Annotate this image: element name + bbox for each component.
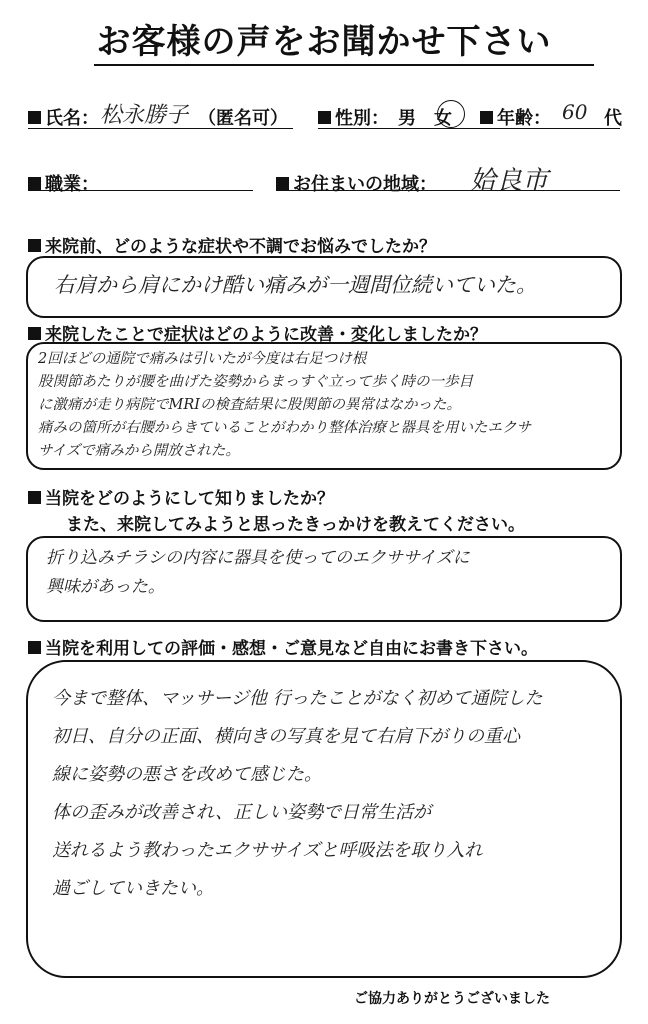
answer-box-3 <box>26 536 622 622</box>
answer-1-text: 右肩から肩にかけ酷い痛みが一週間位続いていた。 <box>54 273 537 297</box>
question-3-label: 当院をどのようにして知りましたか？ <box>28 484 334 509</box>
anonymous-note: （匿名可） <box>198 108 288 129</box>
area-underline <box>276 190 620 191</box>
title-underline <box>94 64 594 66</box>
name-value: 松永勝子 <box>100 103 189 128</box>
gender-options: 男 女 <box>398 108 452 129</box>
answer-4-text: 今まで整体、マッサージ他 行ったことがなく初めて通院した 初日、自分の正面、横向きの写真を見て右肩下がりの重心 線に姿勢の悪さを改めて感じた。 体の歪みが改善され、正しい姿勢で日常生活が 送れるよう教わったエクササイズと呼吸法を取り入れ 過ごしていきたい。 <box>52 688 543 899</box>
form-title: お客様の声をお聞かせ下さい <box>96 22 552 62</box>
bullet-square-icon <box>28 177 41 190</box>
question-2-label: 来院したことで症状はどのように改善・変化しましたか？ <box>28 320 487 345</box>
answer-box-2 <box>26 342 622 470</box>
occupation-underline <box>28 190 253 191</box>
age-label: 年齢： <box>480 104 551 130</box>
answer-box-1 <box>26 256 622 318</box>
gender-selected-circle <box>437 100 465 128</box>
bullet-square-icon <box>276 177 289 190</box>
answer-3-text: 折り込みチラシの内容に器具を使ってのエクササイズに 興味があった。 <box>46 548 470 597</box>
footer-thanks: ご協力ありがとうございました <box>354 991 550 1007</box>
bullet-square-icon <box>318 111 331 124</box>
area-value: 姶良市 <box>470 166 549 196</box>
answer-box-4 <box>26 660 622 978</box>
question-4-label: 当院を利用しての評価・感想・ご意見など自由にお書き下さい。 <box>28 634 538 659</box>
answer-2-text: 2回ほどの通院で痛みは引いたが今度は右足つけ根 股関節あたりが腰を曲げた姿勢からまっすぐ立って歩く時の一歩目 に激痛が走り病院でMRIの検査結果に股関節の異常はなかった。 痛みの箇所が右腰からきていることがわかり整体治療と器具を用いたエクサ サイズで痛みから開放された。 <box>38 351 531 459</box>
bullet-square-icon <box>28 239 41 252</box>
bullet-square-icon <box>28 111 41 124</box>
occupation-label: 職業： <box>28 170 99 196</box>
bullet-square-icon <box>28 491 41 504</box>
question-3-sublabel: また、来院してみようと思ったきっかけを教えてください。 <box>66 515 525 535</box>
bullet-square-icon <box>28 327 41 340</box>
age-value: 60 <box>562 100 588 124</box>
bullet-square-icon <box>28 641 41 654</box>
bullet-square-icon <box>480 111 493 124</box>
gender-age-underline <box>318 128 620 129</box>
gender-label: 性別： <box>318 104 389 130</box>
age-unit: 代 <box>604 108 622 129</box>
question-1-label: 来院前、どのような症状や不調でお悩みでしたか？ <box>28 232 436 257</box>
area-label: お住まいの地域： <box>276 170 437 196</box>
name-underline <box>28 128 293 129</box>
name-label: 氏名： <box>28 104 99 130</box>
